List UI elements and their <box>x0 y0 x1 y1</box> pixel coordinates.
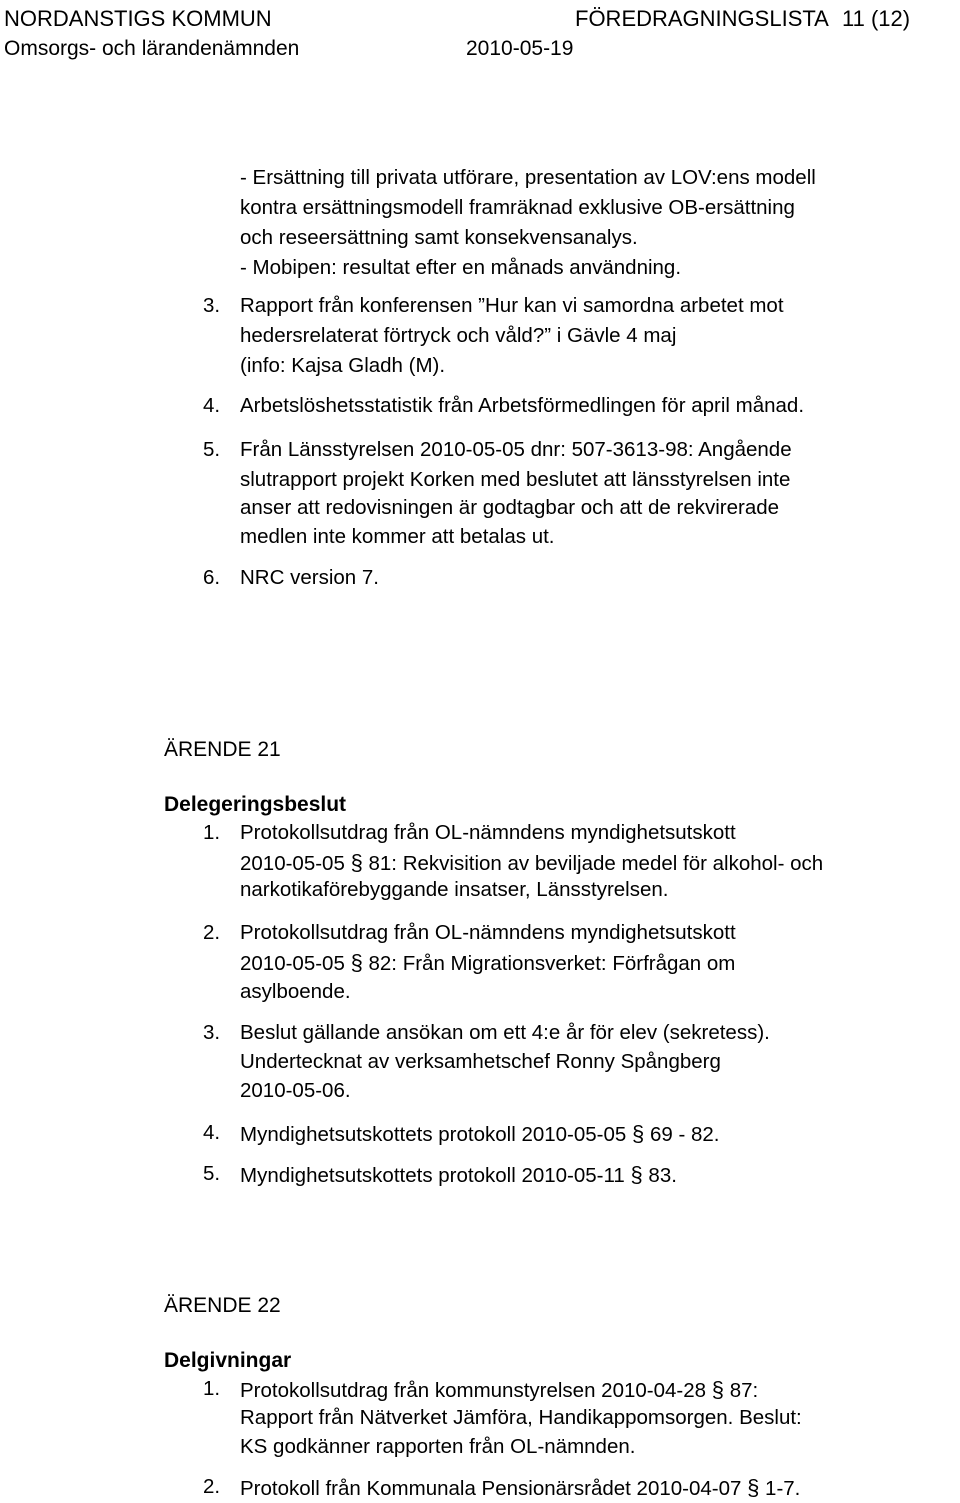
item-number: 4. <box>203 1121 221 1144</box>
item-text: 2010-05-05 § 82: Från Migrationsverket: Förfrågan om <box>240 950 736 975</box>
header-org: NORDANSTIGS KOMMUN <box>4 6 272 31</box>
item-text: KS godkänner rapporten från OL-nämnden. <box>240 1435 636 1458</box>
item-number: 3. <box>203 1021 221 1044</box>
item-text: Rapport från konferensen ”Hur kan vi samordna arbetet mot <box>240 294 784 317</box>
item-number: 5. <box>203 438 221 461</box>
header-doc-type: FÖREDRAGNINGSLISTA <box>575 6 829 31</box>
item-text: 2010-05-06. <box>240 1079 351 1102</box>
item-text: Rapport från Nätverket Jämföra, Handikappomsorgen. Beslut: <box>240 1406 802 1429</box>
item-text: Protokoll från Kommunala Pensionärsrådet 2010-04-07 § 1-7. <box>240 1475 801 1500</box>
continuation-line: - Mobipen: resultat efter en månads användning. <box>240 256 682 279</box>
item-text: narkotikaförebyggande insatser, Länsstyrelsen. <box>240 878 669 901</box>
header-committee: Omsorgs- och lärandenämnden <box>4 37 300 60</box>
item-number: 4. <box>203 394 221 417</box>
item-text: slutrapport projekt Korken med beslutet att länsstyrelsen inte <box>240 468 791 491</box>
paragraph-sign: § <box>630 1162 643 1187</box>
item-text: Myndighetsutskottets protokoll 2010-05-05 § 69 - 82. <box>240 1121 720 1146</box>
item-number: 3. <box>203 294 221 317</box>
item-text: Myndighetsutskottets protokoll 2010-05-11 § 83. <box>240 1162 677 1187</box>
paragraph-sign: § <box>747 1475 760 1500</box>
arende-22-label: ÄRENDE 22 <box>164 1294 281 1317</box>
item-text: (info: Kajsa Gladh (M). <box>240 354 446 377</box>
item-text: Protokollsutdrag från OL-nämndens myndighetsutskott <box>240 821 736 844</box>
item-number: 2. <box>203 921 221 944</box>
item-number: 5. <box>203 1162 221 1185</box>
arende-22-title: Delgivningar <box>164 1349 292 1372</box>
arende-21-label: ÄRENDE 21 <box>164 738 281 761</box>
continuation-line: kontra ersättningsmodell framräknad exklusive OB-ersättning <box>240 196 795 219</box>
item-text: asylboende. <box>240 980 351 1003</box>
item-text: Från Länsstyrelsen 2010-05-05 dnr: 507-3613-98: Angående <box>240 438 792 461</box>
item-text: hedersrelaterat förtryck och våld?” i Gävle 4 maj <box>240 324 677 347</box>
item-text: Arbetslöshetsstatistik från Arbetsförmedlingen för april månad. <box>240 394 805 417</box>
item-text: medlen inte kommer att betalas ut. <box>240 525 555 548</box>
item-text: anser att redovisningen är godtagbar och att de rekvirerade <box>240 496 780 519</box>
header-date: 2010-05-19 <box>466 37 574 60</box>
item-text: Protokollsutdrag från OL-nämndens myndighetsutskott <box>240 921 736 944</box>
item-text: NRC version 7. <box>240 566 379 589</box>
item-number: 6. <box>203 566 221 589</box>
item-text: Beslut gällande ansökan om ett 4:e år för elev (sekretess). <box>240 1021 770 1044</box>
continuation-line: och reseersättning samt konsekvensanalys. <box>240 226 638 249</box>
header-page-number: 11 (12) <box>842 6 911 31</box>
paragraph-sign: § <box>350 950 363 975</box>
continuation-line: - Ersättning till privata utförare, presentation av LOV:ens modell <box>240 166 816 189</box>
item-text: Protokollsutdrag från kommunstyrelsen 2010-04-28 § 87: <box>240 1377 759 1402</box>
paragraph-sign: § <box>711 1377 724 1402</box>
item-number: 1. <box>203 1377 221 1400</box>
paragraph-sign: § <box>350 850 363 875</box>
item-number: 1. <box>203 821 221 844</box>
paragraph-sign: § <box>632 1121 645 1146</box>
item-text: Undertecknat av verksamhetschef Ronny Spångberg <box>240 1050 721 1073</box>
item-text: 2010-05-05 § 81: Rekvisition av beviljade medel för alkohol- och <box>240 850 824 875</box>
arende-21-title: Delegeringsbeslut <box>164 793 347 816</box>
item-number: 2. <box>203 1475 221 1498</box>
